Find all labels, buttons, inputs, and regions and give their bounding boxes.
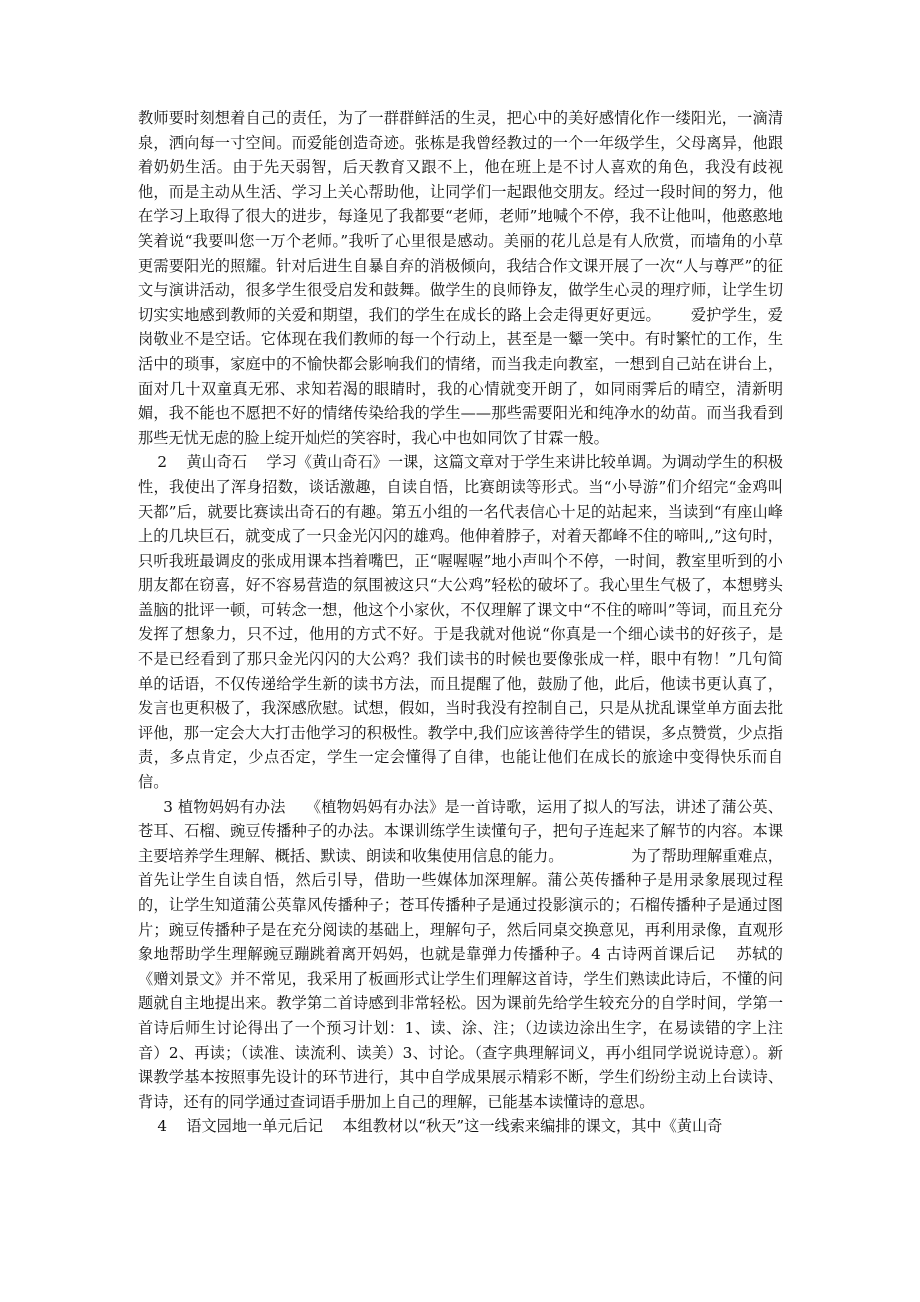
paragraph-teacher-responsibility: 教师要时刻想着自己的责任，为了一群群鲜活的生灵，把心中的美好感情化作一缕阳光，一滴清泉，洒向每一寸空间。而爱能创造奇迹。张栋是我曾经教过的一个一年级学生，父母离异，他跟着奶奶生活。由于先天弱智，后天教育又跟不上，他在班上是不讨人喜欢的角色，我没有歧视他，而是主动从生活、学习上关心帮助他，让同学们一起跟他交朋友。经过一段时间的努力，他在学习上取得了很大的进步，每逢见了我都要“老师，老师”地喊个不停，我不让他叫，他憨憨地笑着说“我要叫您一万个老师。”我听了心里很是感动。美丽的花儿总是有人欣赏，而墙角的小草更需要阳光的照耀。针对后进生自暴自弃的消极倾向，我结合作文课开展了一次“人与尊严”的征文与演讲活动，很多学生很受启发和鼓舞。做学生的良师铮友，做学生心灵的理疗师，让学生切切实实地感到教师的关爱和期望，我们的学生在成长的路上会走得更好更远。 爱护学生，爱岗敬业不是空话。它体现在我们教师的每一个行动上，甚至是一颦一笑中。有时繁忙的工作，生活中的琐事，家庭中的不愉快都会影响我们的情绪，而当我走向教室，一想到自己站在讲台上，面对几十双童真无邪、求知若渴的眼睛时，我的心情就变开朗了，如同雨霁后的晴空，清新明媚，我不能也不愿把不好的情绪传染给我的学生——那些需要阳光和纯净水的幼苗。而当我看到那些无忧无虑的脸上绽开灿烂的笑容时，我心中也如同饮了甘霖一般。 — [138, 109, 783, 447]
paragraph-zhiwu-mama-and-poems: 3 植物妈妈有办法 《植物妈妈有办法》是一首诗歌，运用了拟人的写法，讲述了蒲公英、苍耳、石榴、豌豆传播种子的办法。本课训练学生读懂句子，把句子连起来了解节的内容。本课主要培养学生理解、概括、默读、朗读和收集使用信息的能力。 为了帮助理解重难点，首先让学生自读自悟，然后引导，借助一些媒体加深理解。蒲公英传播种子是用录象展现过程的，让学生知道蒲公英靠风传播种子；苍耳传播种子是通过投影演示的；石榴传播种子是通过图片；豌豆传播种子是在充分阅读的基础上，理解句子，然后同桌交换意见，再利用录像，直观形象地帮助学生理解豌豆蹦跳着离开妈妈，也就是靠弹力传播种子。4 古诗两首课后记 苏轼的《赠刘景文》并不常见，我采用了板画形式让学生们理解这首诗，学生们熟读此诗后，不懂的问题就自主地提出来。教学第二首诗感到非常轻松。因为课前先给学生较充分的自学时间，学第一首诗后师生讨论得出了一个预习计划：1、读、涂、注；（边读边涂出生字，在易读错的字上注音）2、再读；（读准、读流利、读美）3、讨论。（查字典理解词义，再小组同学说说诗意）。新课教学基本按照事先设计的环节进行，其中自学成果展示精彩不断，学生们纷纷主动上台读诗、背诗，还有的同学通过查词语手册加上自己的理解，已能基本读懂诗的意思。 — [138, 797, 783, 1111]
paragraph-yuwen-yuandi: 4 语文园地一单元后记 本组教材以“秋天”这一线索来编排的课文，其中《黄山奇 — [138, 1117, 723, 1136]
document-page — [138, 106, 783, 1139]
paragraph-huangshan-qishi: 2 黄山奇石 学习《黄山奇石》一课，这篇文章对于学生来讲比较单调。为调动学生的积极性，我使出了浑身招数，谈话激趣，自读自悟，比赛朗读等形式。当“小导游”们介绍完“金鸡叫天都”后，就要比赛读出奇石的有趣。第五小组的一名代表信心十足的站起来，当读到“有座山峰上的几块巨石，就变成了一只金光闪闪的雄鸡。他伸着脖子，对着天都峰不住的啼叫,,”这句时，只听我班最调皮的张成用课本挡着嘴巴，正“喔喔喔”地小声叫个不停，一时间，教室里听到的小朋友都在窃喜，好不容易营造的氛围被这只“大公鸡”轻松的破坏了。我心里生气极了，本想劈头盖脑的批评一顿，可转念一想，他这个小家伙，不仅理解了课文中“不住的啼叫”等词，而且充分发挥了想象力，只不过，他用的方式不好。于是我就对他说“你真是一个细心读书的好孩子，是不是已经看到了那只金光闪闪的大公鸡？我们读书的时候也要像张成一样，眼中有物！”几句简单的话语，不仅传递给学生新的读书方法，而且提醒了他，鼓励了他，此后，他读书更认真了，发言也更积极了，我深感欣慰。试想，假如，当时我没有控制自己，只是从扰乱课堂单方面去批评他，那一定会大大打击他学习的积极性。教学中,我们应该善待学生的错误，多点赞赏，少点指责，多点肯定，少点否定，学生一定会懂得了自律，也能让他们在成长的旅途中变得快乐而自信。 — [138, 453, 783, 792]
